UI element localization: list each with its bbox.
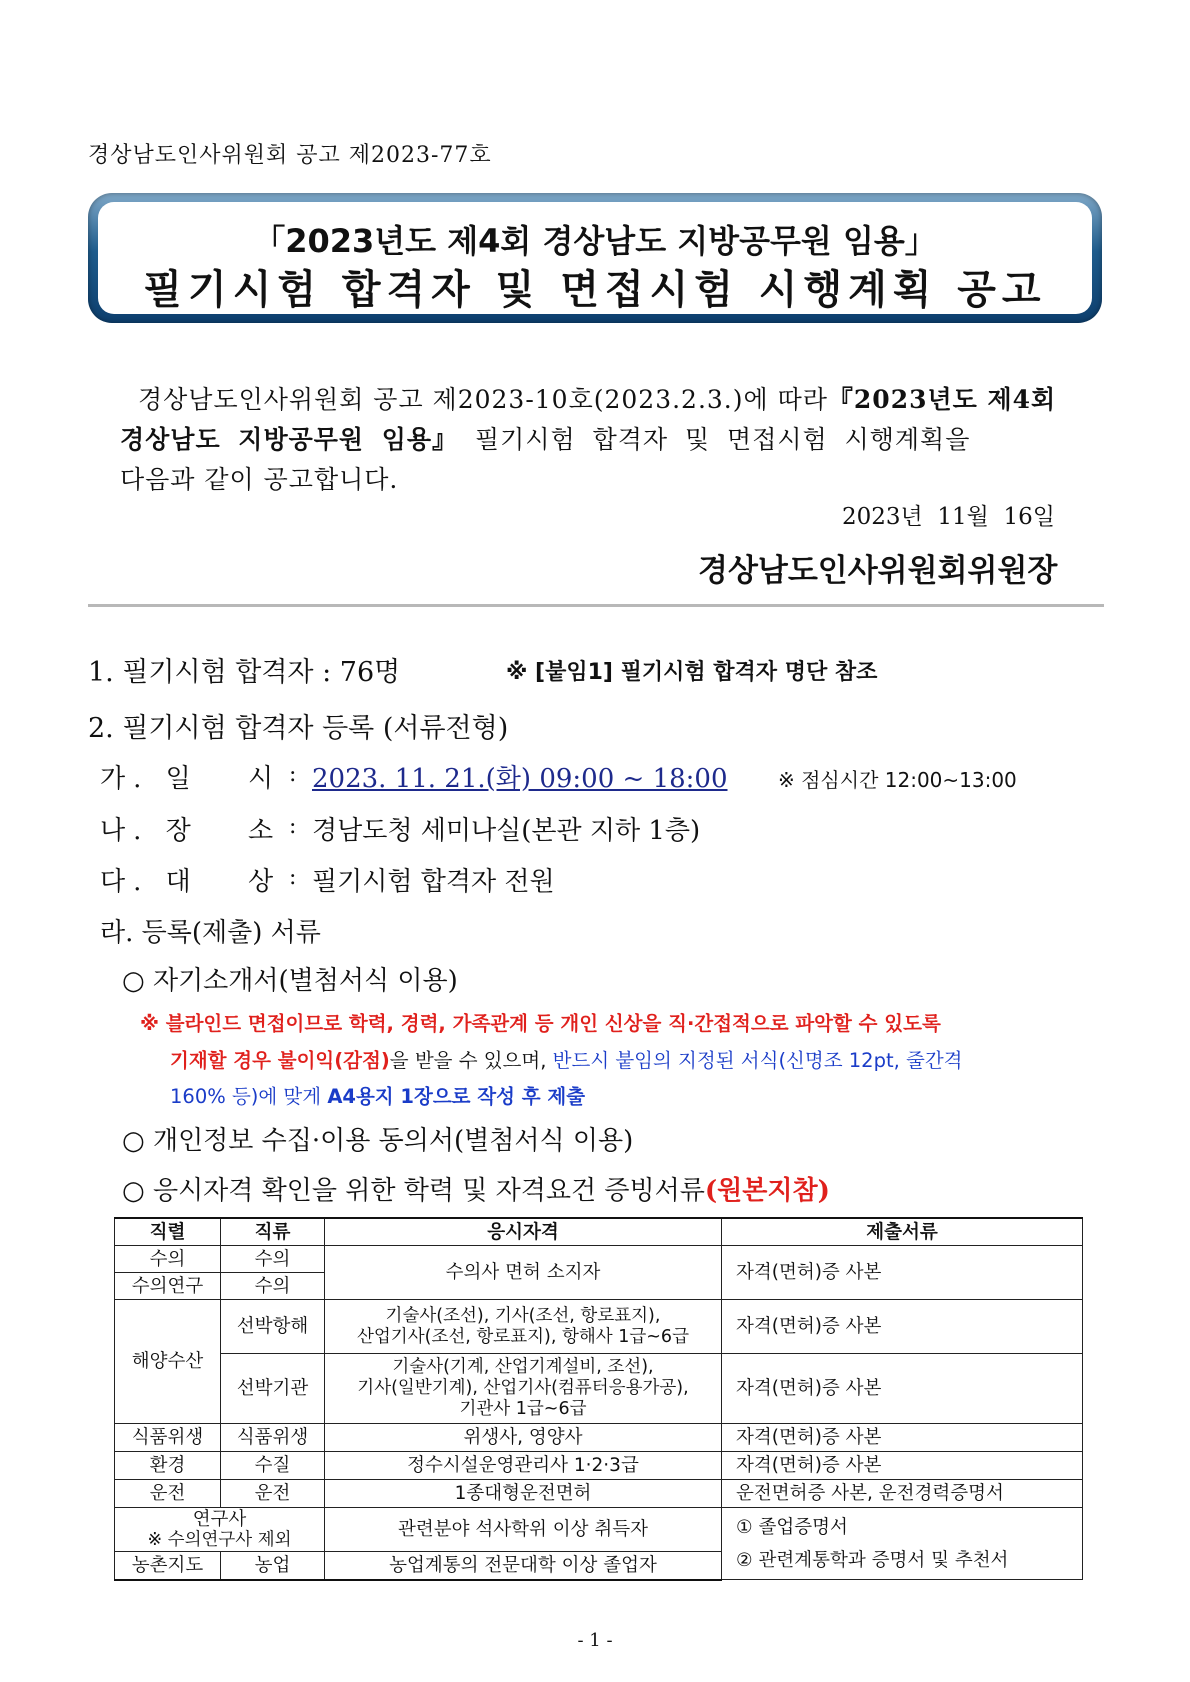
table-cell: 농촌지도 [115, 1552, 221, 1580]
table-cell: 선박항해 [221, 1300, 325, 1354]
table-cell-line: ② 관련계통학과 증명서 및 추천서 [736, 1549, 1009, 1571]
table-cell: 수의사 면허 소지자 [325, 1246, 722, 1300]
table-header: 응시자격 [325, 1218, 722, 1246]
table-header-row [115, 1218, 1083, 1246]
doc-1: ○ 자기소개서(별첨서식 이용) [122, 966, 458, 996]
intro-line-3: 다음과 같이 공고합니다. [120, 465, 399, 494]
title-line-1: 「2023년도 제4회 경상남도 지방공무원 임용」 [253, 222, 937, 260]
table-row [115, 1354, 1083, 1424]
table-cell: 해양수산 [115, 1300, 221, 1424]
section-2-title: 2. 필기시험 합격자 등록 (서류전형) [88, 713, 509, 744]
table-cell: 운전 [221, 1480, 325, 1508]
table-cell: 자격(면허)증 사본 [722, 1424, 1083, 1452]
table-cell-line: 산업기사(조선, 항로표지), 항해사 1급~6급 [357, 1326, 689, 1347]
table-cell: 농업계통의 전문대학 이상 졸업자 [325, 1552, 722, 1580]
table-row [115, 1300, 1083, 1354]
item-na-label-2: 소 [248, 816, 274, 846]
item-ga-label-2: 시 [248, 764, 274, 794]
item-ga-value: 2023. 11. 21.(화) 09:00 ~ 18:00 [312, 764, 728, 794]
table-cell: 관련분야 석사학위 이상 취득자 [325, 1508, 722, 1552]
item-ra-label: 라. 등록(제출) 서류 [100, 918, 321, 948]
doc-3-text: ○ 응시자격 확인을 위한 학력 및 자격요건 증빙서류 [122, 1176, 705, 1206]
requirements-table [114, 1217, 1083, 1581]
table-cell: 자격(면허)증 사본 [722, 1354, 1083, 1424]
table-cell [722, 1508, 1083, 1580]
table-cell-line: 기술사(조선), 기사(조선, 항로표지), [385, 1305, 661, 1326]
doc-3-red: (원본지참) [704, 1176, 830, 1206]
table-cell: 자격(면허)증 사본 [722, 1246, 1083, 1300]
table-cell: 자격(면허)증 사본 [722, 1300, 1083, 1354]
divider [88, 604, 1104, 607]
table-row [115, 1452, 1083, 1480]
item-na-label: 나. 장 [100, 816, 199, 846]
table-cell: 수의 [221, 1273, 325, 1300]
item-ga-colon: : [289, 762, 297, 787]
notice-date: 2023년 11월 16일 [842, 504, 1055, 530]
item-da-label-2: 상 [248, 867, 274, 897]
item-da-value: 필기시험 합격자 전원 [312, 867, 555, 897]
intro-line-2-text: 필기시험 합격자 및 면접시험 시행계획을 [475, 425, 971, 454]
notice-number: 경상남도인사위원회 공고 제2023-77호 [88, 143, 492, 168]
table-cell: 정수시설운영관리사 1·2·3급 [325, 1452, 722, 1480]
item-da-colon: : [289, 865, 297, 890]
table-cell: 1종대형운전면허 [325, 1480, 722, 1508]
table-cell: 선박기관 [221, 1354, 325, 1424]
page-number: - 1 - [577, 1630, 613, 1651]
item-na-colon: : [289, 814, 297, 839]
table-cell: 식품위생 [115, 1424, 221, 1452]
table-cell-line: 기술사(기계, 산업기계설비, 조선), [392, 1357, 654, 1377]
table-cell: 운전면허증 사본, 운전경력증명서 [722, 1480, 1083, 1508]
intro-line-1 [138, 380, 1056, 416]
item-na-value: 경남도청 세미나실(본관 지하 1층) [312, 816, 701, 846]
table-cell [325, 1354, 722, 1424]
table-cell: 수질 [221, 1452, 325, 1480]
table-row [115, 1246, 1083, 1273]
table-cell: 운전 [115, 1480, 221, 1508]
table-cell: 환경 [115, 1452, 221, 1480]
item-ga-label: 가. 일 [100, 764, 199, 794]
section-1-note: ※ [붙임1] 필기시험 합격자 명단 참조 [506, 660, 878, 685]
table-header: 직류 [221, 1218, 325, 1246]
warning-line-3 [170, 1081, 585, 1109]
warning-line-3-blue: 160% 등)에 맞게 [170, 1085, 322, 1108]
warning-line-2-blue: 반드시 붙임의 지정된 서식(신명조 12pt, 줄간격 [552, 1049, 963, 1072]
table-cell-line: ① 졸업증명서 [736, 1516, 848, 1538]
table-cell-line: 기사(일반기계), 산업기사(컴퓨터응용가공), [357, 1378, 689, 1398]
title-banner-inner [98, 202, 1092, 314]
intro-line-1-bold: 『2023년도 제4회 [827, 385, 1057, 414]
table-cell [325, 1300, 722, 1354]
intro-line-2-bold: 경상남도 지방공무원 임용』 [120, 425, 459, 454]
table-cell: 위생사, 영양사 [325, 1424, 722, 1452]
table-cell: 농업 [221, 1552, 325, 1580]
table-header: 직렬 [115, 1218, 221, 1246]
intro-line-2 [120, 420, 970, 456]
section-1-title: 1. 필기시험 합격자 : 76명 [88, 657, 401, 688]
warning-line-2-black: 을 받을 수 있으며, [389, 1049, 547, 1072]
table-cell-line: 연구사 [192, 1508, 247, 1530]
table-cell: 수의 [115, 1246, 221, 1273]
intro-line-1-text: 경상남도인사위원회 공고 제2023-10호(2023.2.3.)에 따라 [138, 385, 828, 414]
warning-line-2-red: 기재할 경우 불이익(감점) [170, 1049, 390, 1072]
doc-3 [122, 1170, 830, 1207]
item-da-label: 다. 대 [100, 867, 199, 897]
warning-line-3-bold: A4용지 1장으로 작성 후 제출 [327, 1085, 586, 1108]
table-cell: 수의연구 [115, 1273, 221, 1300]
item-ga-note: ※ 점심시간 12:00~13:00 [778, 768, 1017, 792]
table-header: 제출서류 [722, 1218, 1083, 1246]
table-cell: 자격(면허)증 사본 [722, 1452, 1083, 1480]
title-line-2: 필기시험 합격자 및 면접시험 시행계획 공고 [143, 267, 1047, 313]
doc-2: ○ 개인정보 수집·이용 동의서(별첨서식 이용) [122, 1126, 634, 1156]
table-cell-line: ※ 수의연구사 제외 [147, 1529, 292, 1550]
warning-line-2 [170, 1045, 963, 1073]
table-row [115, 1508, 1083, 1552]
table-cell [115, 1508, 325, 1552]
table-cell: 식품위생 [221, 1424, 325, 1452]
title-banner [88, 193, 1102, 323]
issuer: 경상남도인사위원회위원장 [698, 553, 1058, 589]
table-cell: 수의 [221, 1246, 325, 1273]
table-row [115, 1424, 1083, 1452]
table-row [115, 1480, 1083, 1508]
warning-line-1: ※ 블라인드 면접이므로 학력, 경력, 가족관계 등 개인 신상을 직·간접적으로 파악할 수 있도록 [140, 1012, 941, 1035]
table-cell-line: 기관사 1급~6급 [459, 1399, 587, 1419]
